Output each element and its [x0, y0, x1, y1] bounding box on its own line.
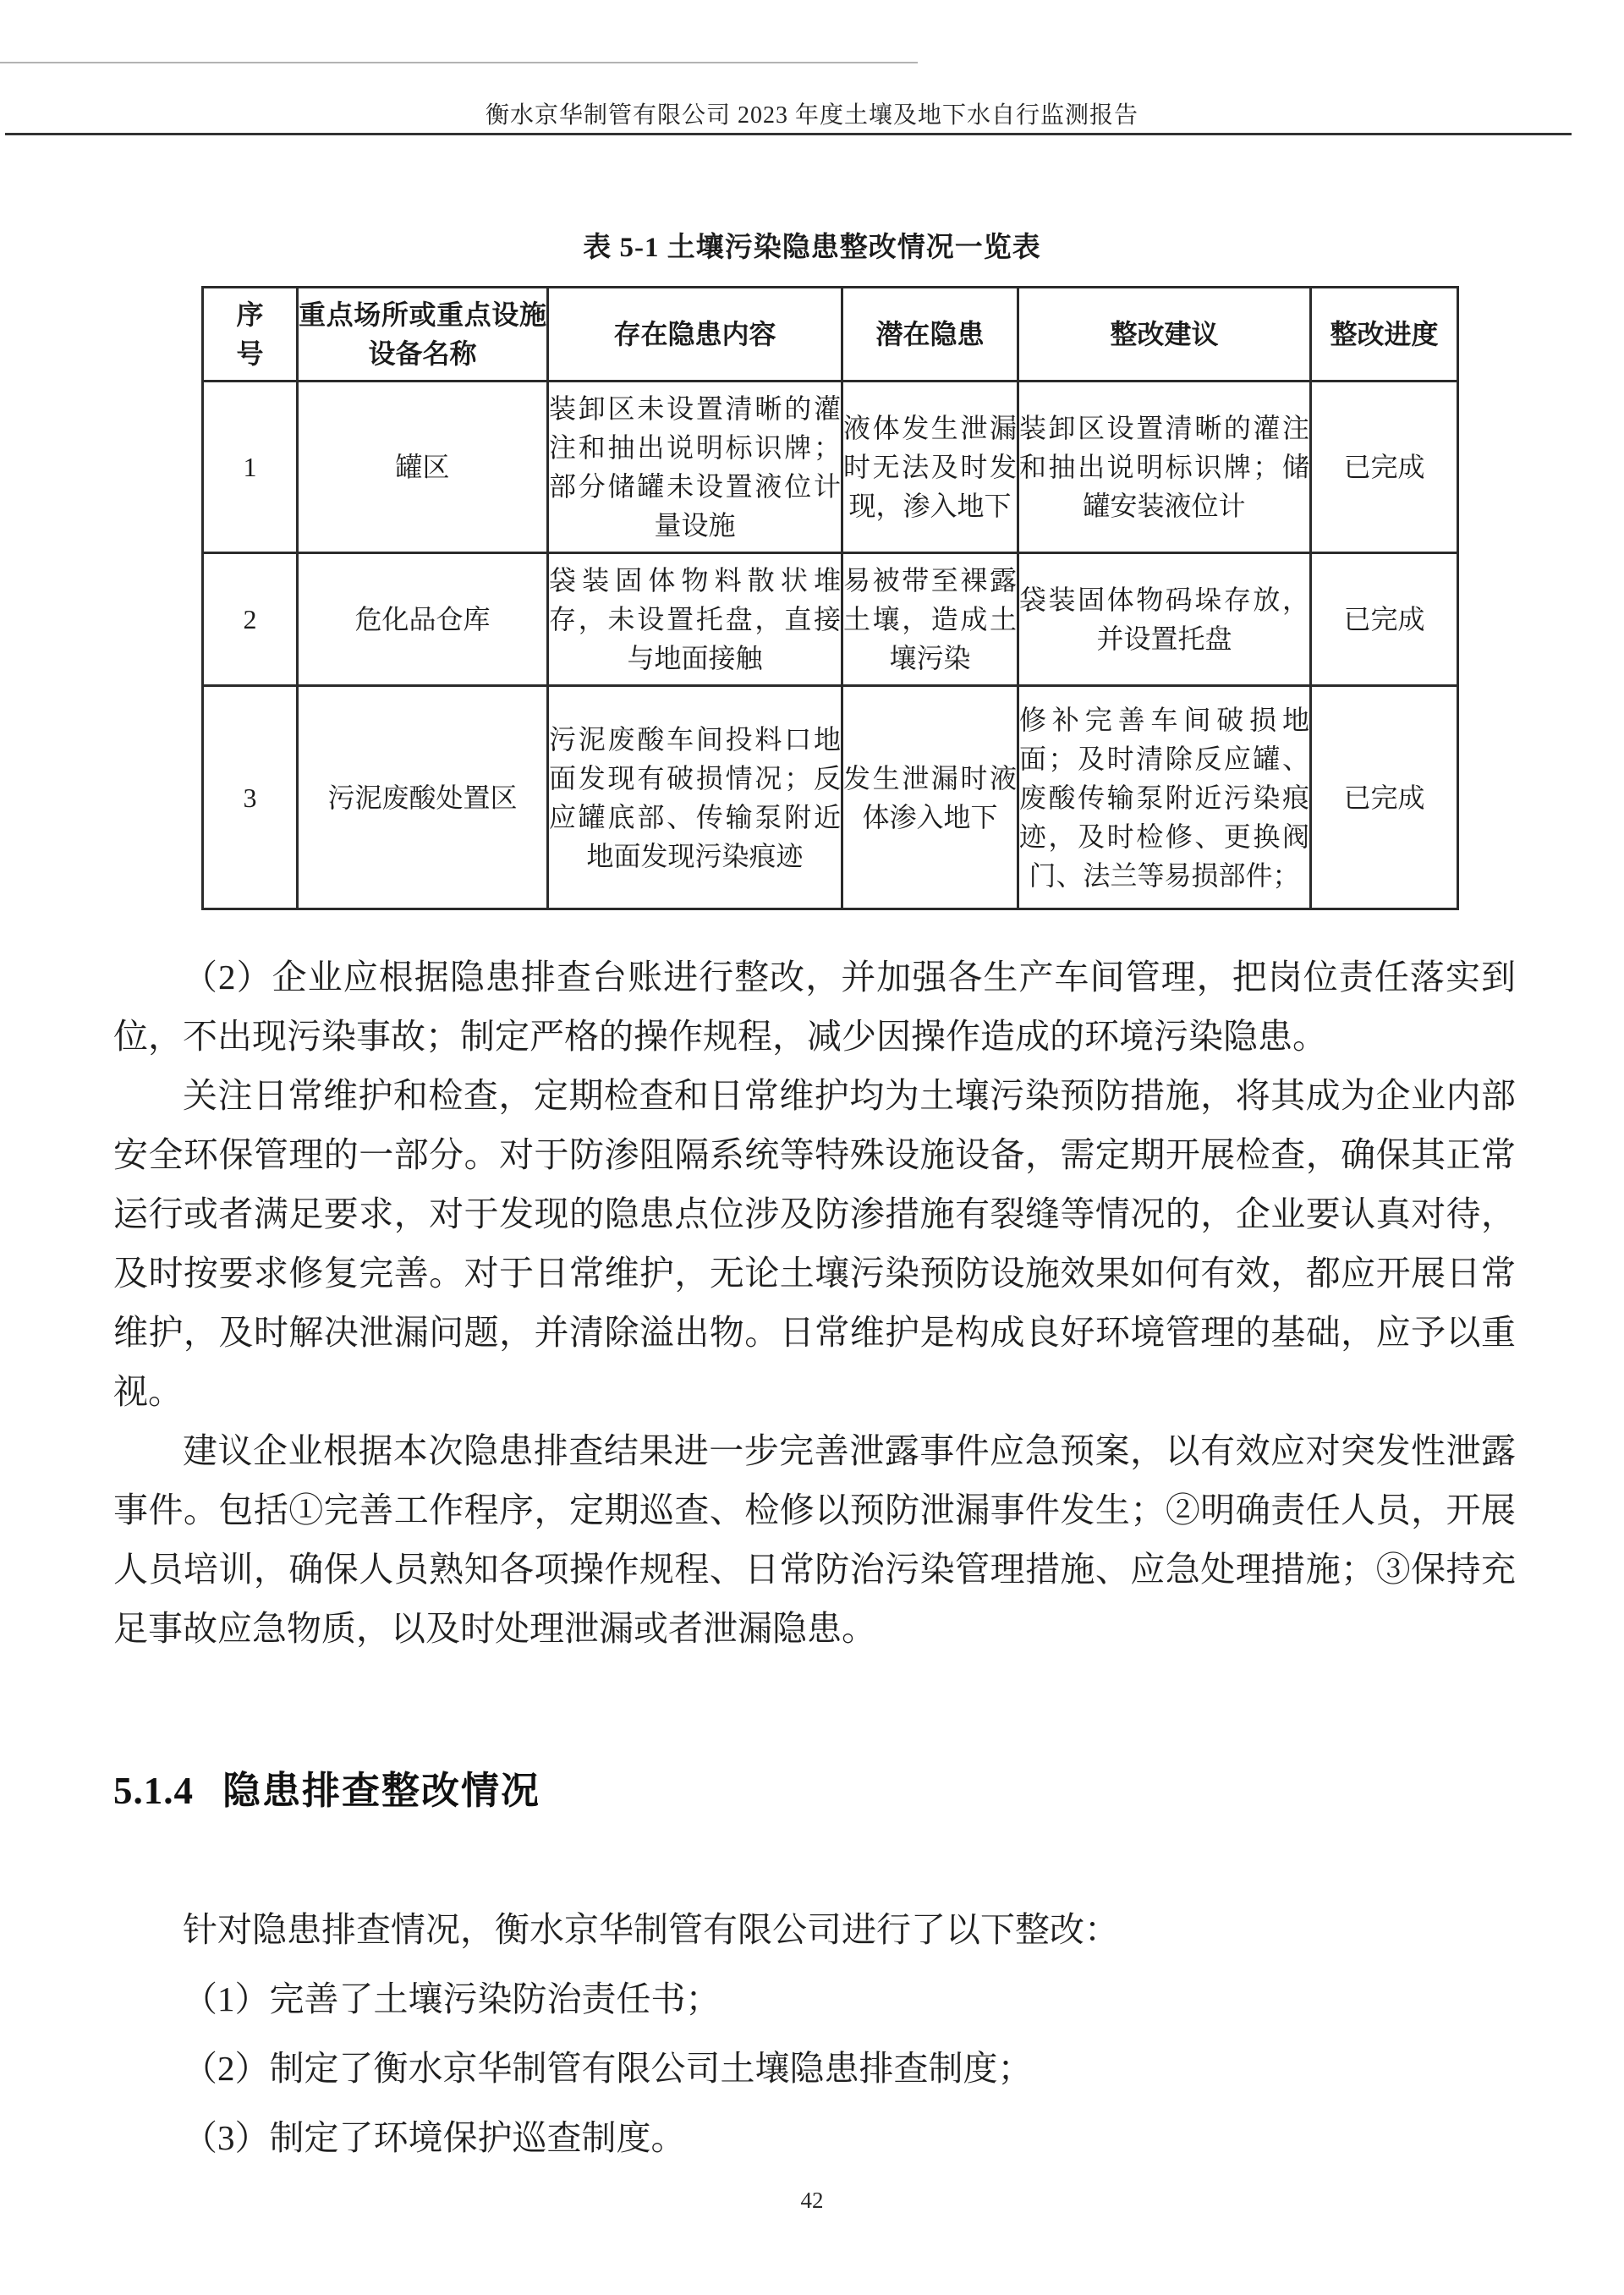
report-header-title: 衡水京华制管有限公司 2023 年度土壤及地下水自行监测报告 [485, 102, 1138, 129]
col-header-progress: 整改进度 [1311, 288, 1458, 382]
cell-potential: 液体发生泄漏时无法及时发现，渗入地下 [842, 382, 1018, 553]
header-divider [5, 133, 1572, 135]
cell-no: 3 [203, 686, 298, 909]
body-paragraph-2: 关注日常维护和检查，定期检查和日常维护均为土壤污染预防措施，将其成为企业内部安全环保管理的一部分。对于防渗阻隔系统等特殊设施设备，需定期开展检查，确保其正常运行或者满足要求，对于发现的隐患点位涉及防渗措施有裂缝等情况的，企业要认真对待，及时按要求修复完善。对于日常维护，无论土壤污染预防设施效果如何有效，都应开展日常维护，及时解决泄漏问题，并清除溢出物。日常维护是构成良好环境管理的基础，应予以重视。 [113, 1076, 1516, 1411]
col-header-suggestion: 整改建议 [1018, 288, 1311, 382]
cell-suggestion: 袋装固体物码垛存放，并设置托盘 [1018, 553, 1311, 686]
col-header-potential: 潜在隐患 [842, 288, 1018, 382]
cell-site: 罐区 [298, 382, 548, 553]
cell-progress: 已完成 [1311, 553, 1458, 686]
cell-suggestion: 修补完善车间破损地面；及时清除反应罐、废酸传输泵附近污染痕迹，及时检修、更换阀门、法兰等易损部件； [1018, 686, 1311, 909]
cell-no: 2 [203, 553, 298, 686]
section-heading-514 [113, 1760, 540, 1815]
body-paragraph-1: （2）企业应根据隐患排查台账进行整改，并加强各生产车间管理，把岗位责任落实到位，不出现污染事故；制定严格的操作规程，减少因操作造成的环境污染隐患。 [113, 958, 1516, 1056]
col-header-no-label: 序号 [236, 299, 264, 369]
cell-hazard: 袋装固体物料散状堆存，未设置托盘，直接与地面接触 [548, 553, 842, 686]
rectification-item-1: （1）完善了土壤污染防治责任书； [183, 1979, 721, 2018]
body-paragraph-3: 建议企业根据本次隐患排查结果进一步完善泄露事件应急预案，以有效应对突发性泄露事件。包括①完善工作程序，定期巡查、检修以预防泄漏事件发生；②明确责任人员，开展人员培训，确保人员熟知各项操作规程、日常防治污染管理措施、应急处理措施；③保持充足事故应急物质，以及时处理泄漏或者泄漏隐患。 [113, 1431, 1516, 1648]
page-number: 42 [800, 2188, 824, 2213]
cell-hazard: 污泥废酸车间投料口地面发现有破损情况；反应罐底部、传输泵附近地面发现污染痕迹 [548, 686, 842, 909]
cell-potential: 易被带至裸露土壤，造成土壤污染 [842, 553, 1018, 686]
cell-progress: 已完成 [1311, 382, 1458, 553]
table-title: 表 5-1 土壤污染隐患整改情况一览表 [583, 233, 1041, 263]
section-intro: 针对隐患排查情况，衡水京华制管有限公司进行了以下整改： [183, 1910, 1119, 1949]
section-body-block [113, 1895, 1516, 2172]
table-row [203, 382, 1458, 553]
col-header-hazard: 存在隐患内容 [548, 288, 842, 382]
cell-site: 污泥废酸处置区 [298, 686, 548, 909]
rectification-item-2: （2）制定了衡水京华制管有限公司土壤隐患排查制度； [183, 2049, 1033, 2088]
col-header-no [203, 288, 298, 382]
cell-potential: 发生泄漏时液体渗入地下 [842, 686, 1018, 909]
table-header-row [203, 288, 1458, 382]
cell-hazard: 装卸区未设置清晰的灌注和抽出说明标识牌；部分储罐未设置液位计量设施 [548, 382, 842, 553]
col-header-site: 重点场所或重点设施设备名称 [298, 288, 548, 382]
table-row [203, 553, 1458, 686]
cell-site: 危化品仓库 [298, 553, 548, 686]
cell-no: 1 [203, 382, 298, 553]
section-title: 隐患排查整改情况 [222, 1769, 541, 1812]
body-text-block [113, 947, 1516, 1658]
hazard-rectification-table [201, 286, 1459, 910]
table-row [203, 686, 1458, 909]
scan-artifact-line [0, 62, 918, 63]
cell-suggestion: 装卸区设置清晰的灌注和抽出说明标识牌；储罐安装液位计 [1018, 382, 1311, 553]
rectification-item-3: （3）制定了环境保护巡查制度。 [183, 2118, 686, 2157]
section-number: 5.1.4 [113, 1770, 194, 1812]
cell-progress: 已完成 [1311, 686, 1458, 909]
